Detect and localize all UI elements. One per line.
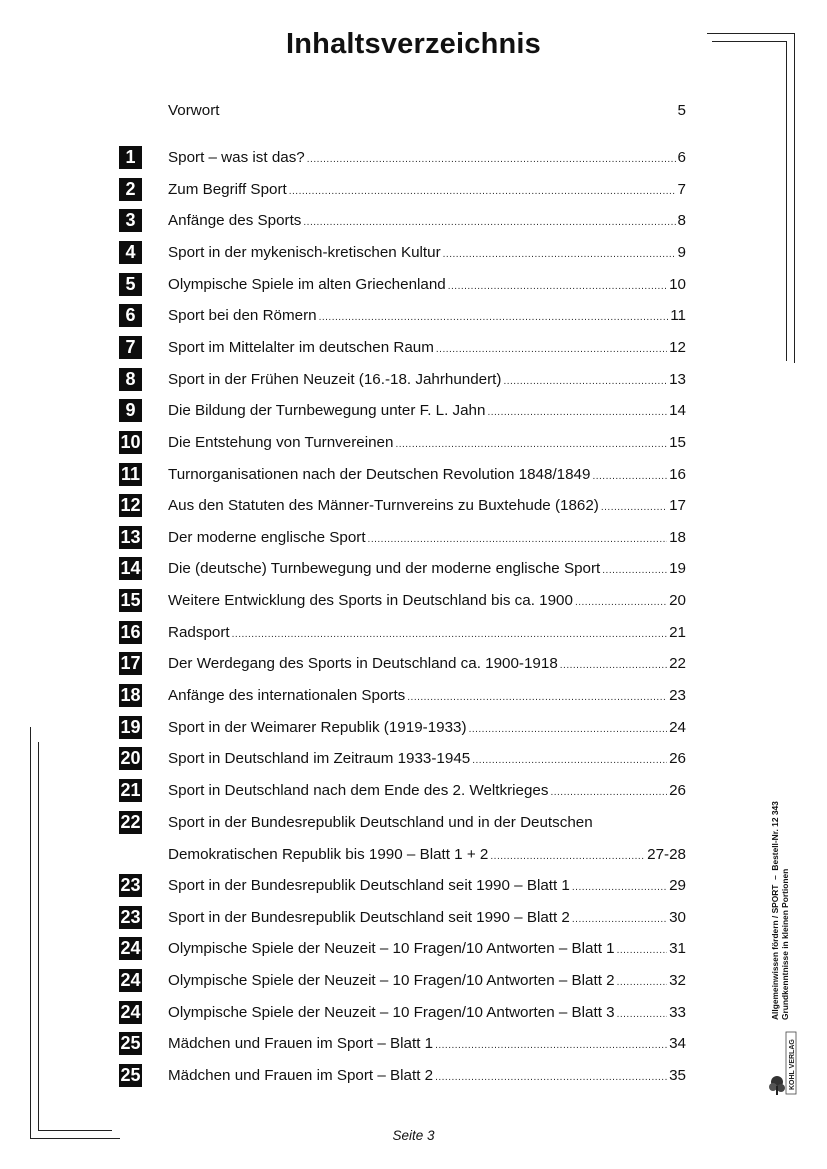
chapter-number-badge: 2: [119, 178, 142, 201]
series-sidebar-text: [770, 730, 790, 1020]
toc-row: [0, 1064, 827, 1090]
toc-entry: [168, 146, 686, 170]
toc-entry-page: 16: [669, 466, 686, 483]
toc-entry-page: 24: [669, 719, 686, 736]
chapter-number-badge: 25: [120, 1033, 141, 1053]
toc-entry-page: 13: [669, 371, 686, 388]
toc-row: [0, 399, 827, 425]
leader-dots: [448, 275, 667, 299]
toc-entry: [168, 716, 686, 740]
leader-dots: [368, 528, 668, 552]
toc-entry-page: 35: [669, 1067, 686, 1084]
toc-entry-title: Olympische Spiele im alten Griechenland: [168, 276, 446, 293]
toc-entry-page: 20: [669, 592, 686, 609]
toc-entry-title: Sport – was ist das?: [168, 149, 305, 166]
toc-row: [0, 526, 827, 552]
toc-entry: [168, 178, 686, 202]
toc-entry-page: 8: [677, 212, 686, 229]
toc-entry-page: 19: [669, 560, 686, 577]
toc-entry-page: 18: [669, 529, 686, 546]
toc-row: [0, 969, 827, 995]
leader-dots: [436, 338, 667, 362]
toc-entry-page: 9: [677, 244, 686, 261]
leader-dots: [443, 243, 676, 267]
leader-dots: [469, 718, 668, 742]
leader-dots: [487, 401, 667, 425]
toc-entry-page: 29: [669, 877, 686, 894]
chapter-number-badge: 24: [120, 1002, 141, 1022]
chapter-number-badge: 7: [119, 336, 142, 359]
toc-entry-page: 26: [669, 750, 686, 767]
toc-entry-page: 26: [669, 782, 686, 799]
leader-dots: [435, 1034, 667, 1058]
chapter-number-badge: 6: [119, 304, 142, 327]
chapter-number-badge: 24: [120, 970, 141, 990]
chapter-number-badge: 13: [120, 527, 141, 547]
toc-row: [0, 431, 827, 457]
toc-entry-page: 23: [669, 687, 686, 704]
leader-dots: [617, 1003, 668, 1027]
toc-entry-title: Sport in der Bundesrepublik Deutschland seit 1990 – Blatt 1: [168, 877, 570, 894]
toc-entry: [168, 874, 686, 898]
publisher-logo: [767, 1030, 801, 1096]
toc-entry: [168, 368, 686, 392]
leader-dots: [575, 591, 667, 615]
chapter-number-badge: 1: [119, 146, 142, 169]
toc-row: [0, 716, 827, 742]
toc-row: [0, 178, 827, 204]
chapter-number-badge: 25: [120, 1065, 141, 1085]
toc-entry-title: Mädchen und Frauen im Sport – Blatt 1: [168, 1035, 434, 1052]
toc-row: [0, 906, 827, 932]
toc-entry: [168, 431, 686, 455]
logo-text: KOHL VERLAG: [789, 1039, 796, 1090]
toc-row: [0, 652, 827, 678]
chapter-number-badge: 17: [120, 653, 141, 673]
toc-entry-page: 21: [669, 624, 686, 641]
toc-entry: [168, 1064, 686, 1088]
leader-dots: [601, 496, 667, 520]
chapter-number-badge: 23: [120, 875, 141, 895]
leader-dots: [503, 370, 667, 394]
toc-entry-title: Zum Begriff Sport: [168, 181, 287, 198]
toc-entry-page: 7: [677, 181, 686, 198]
toc-row: [0, 557, 827, 583]
toc-entry: [168, 906, 686, 930]
toc-entry: [168, 937, 686, 961]
toc-entry: [168, 1032, 686, 1056]
toc-row: [0, 368, 827, 394]
toc-preface-row: [0, 99, 827, 125]
chapter-number-badge: 23: [120, 907, 141, 927]
toc-entry-title: Sport in der Bundesrepublik Deutschland seit 1990 – Blatt 2: [168, 909, 570, 926]
toc-entry-title: Olympische Spiele der Neuzeit – 10 Fragen/10 Antworten – Blatt 3: [168, 1004, 615, 1021]
leader-dots: [572, 876, 667, 900]
toc-entry-page: 34: [669, 1035, 686, 1052]
toc-entry: [168, 399, 686, 423]
toc-entry-title: Sport im Mittelalter im deutschen Raum: [168, 339, 434, 356]
toc-row: [0, 589, 827, 615]
toc-entry-title: Mädchen und Frauen im Sport – Blatt 2: [168, 1067, 434, 1084]
leader-dots: [303, 211, 675, 235]
toc-entry-title: Olympische Spiele der Neuzeit – 10 Fragen/10 Antworten – Blatt 2: [168, 972, 615, 989]
toc-entry-title: Anfänge des Sports: [168, 212, 302, 229]
toc-entry-page: 33: [669, 1004, 686, 1021]
toc-entry-title: Turnorganisationen nach der Deutschen Revolution 1848/1849: [168, 466, 591, 483]
toc-entry-page: 11: [670, 307, 686, 324]
series-title: Allgemeinwissen fördern / SPORT: [770, 884, 780, 1020]
toc-entry-title-line2: Demokratischen Republik bis 1990 – Blatt 1 + 2: [168, 846, 489, 863]
toc-row: [0, 1032, 827, 1058]
toc-entry-title: Sport in Deutschland im Zeitraum 1933-1945: [168, 750, 471, 767]
page-title: Inhaltsverzeichnis: [285, 28, 542, 60]
leader-dots: [560, 654, 667, 678]
toc-row: [0, 209, 827, 235]
toc-entry-page: 27-28: [647, 846, 686, 863]
leader-dots: [550, 781, 667, 805]
toc-entry: [168, 273, 686, 297]
toc-entry: [168, 621, 686, 645]
toc-entry-title: Sport in der mykenisch-kretischen Kultur: [168, 244, 441, 261]
tree-logo-icon: [767, 1030, 801, 1096]
chapter-number-badge: 16: [120, 622, 141, 642]
leader-dots: [307, 148, 676, 172]
toc-entry: [168, 463, 686, 487]
toc-row: [0, 336, 827, 362]
toc-entry-page: 14: [669, 402, 686, 419]
toc-row: [0, 241, 827, 267]
leader-dots: [232, 623, 667, 647]
series-separator: –: [770, 875, 780, 880]
toc-entry: [168, 557, 686, 581]
toc-row: [0, 874, 827, 900]
toc-entry-page: 31: [669, 940, 686, 957]
toc-entry: [168, 99, 686, 123]
chapter-number-badge: 9: [119, 399, 142, 422]
toc-row: [0, 937, 827, 963]
toc-entry-title: Sport in der Frühen Neuzeit (16.-18. Jahrhundert): [168, 371, 502, 388]
page-footer: Seite 3: [392, 1128, 435, 1143]
toc-entry: [168, 209, 686, 233]
toc-entry-page: 17: [669, 497, 686, 514]
leader-dots: [572, 908, 667, 932]
toc-entry-page: 30: [669, 909, 686, 926]
toc-row: [0, 1001, 827, 1027]
toc-entry-title: Radsport: [168, 624, 230, 641]
toc-row: [0, 494, 827, 520]
chapter-number-badge: 20: [120, 748, 141, 768]
leader-dots: [435, 1066, 667, 1090]
toc-entry-title: Aus den Statuten des Männer-Turnvereins zu Buxtehude (1862): [168, 497, 599, 514]
toc-entry-title: Sport in der Bundesrepublik Deutschland und in der Deutschen: [168, 814, 593, 831]
toc-entry-page: 5: [677, 102, 686, 119]
toc-entry: [168, 1001, 686, 1025]
toc-entry-title: Vorwort: [168, 102, 220, 119]
series-subtitle: Grundkenntnisse in kleinen Portionen: [780, 868, 790, 1020]
toc-entry-title: Der moderne englische Sport: [168, 529, 366, 546]
series-sidebar: [770, 730, 810, 1020]
leader-dots: [472, 749, 667, 773]
leader-dots: [602, 559, 667, 583]
toc-entry-title: Olympische Spiele der Neuzeit – 10 Fragen/10 Antworten – Blatt 1: [168, 940, 615, 957]
leader-dots: [289, 180, 676, 204]
toc-row: [0, 304, 827, 330]
toc-entry-page: 10: [669, 276, 686, 293]
chapter-number-badge: 12: [120, 495, 141, 515]
chapter-number-badge: 10: [120, 432, 141, 452]
toc-entry: [168, 652, 686, 676]
chapter-number-badge: 4: [119, 241, 142, 264]
chapter-number-badge: 3: [119, 209, 142, 232]
chapter-number-badge: 22: [120, 812, 141, 832]
leader-dots: [617, 971, 668, 995]
chapter-number-badge: 8: [119, 368, 142, 391]
toc-entry-page: 12: [669, 339, 686, 356]
toc-entry: [168, 969, 686, 993]
toc-entry: [168, 241, 686, 265]
toc-entry: [168, 747, 686, 771]
toc-row: [0, 684, 827, 710]
toc-entry-page: 32: [669, 972, 686, 989]
toc-entry-title: Weitere Entwicklung des Sports in Deutschland bis ca. 1900: [168, 592, 573, 609]
toc-entry-page: 15: [669, 434, 686, 451]
toc-entry-title: Sport in der Weimarer Republik (1919-1933): [168, 719, 467, 736]
order-number: Bestell-Nr. 12 343: [770, 801, 780, 871]
toc-entry-page: 6: [677, 149, 686, 166]
toc-entry-continuation: [168, 843, 686, 867]
toc-row: [0, 779, 827, 805]
leader-dots: [395, 433, 667, 457]
chapter-number-badge: 24: [120, 938, 141, 958]
toc-row: [0, 273, 827, 299]
chapter-number-badge: 19: [120, 717, 141, 737]
toc-entry: [168, 779, 686, 803]
chapter-number-badge: 5: [119, 273, 142, 296]
toc-entry: [168, 336, 686, 360]
chapter-number-badge: 18: [120, 685, 141, 705]
toc-entry: [168, 684, 686, 708]
toc-entry: [168, 811, 686, 835]
toc-entry-title: Sport bei den Römern: [168, 307, 317, 324]
toc-entry: [168, 589, 686, 613]
leader-dots: [407, 686, 667, 710]
leader-dots: [617, 939, 668, 963]
toc-row: [0, 621, 827, 647]
toc-row: [0, 747, 827, 773]
toc-entry-page: 22: [669, 655, 686, 672]
toc-entry: [168, 494, 686, 518]
toc-entry: [168, 304, 686, 328]
toc-row: [0, 146, 827, 172]
toc-entry-title: Anfänge des internationalen Sports: [168, 687, 406, 704]
chapter-number-badge: 11: [120, 464, 141, 484]
toc-entry-title: Sport in Deutschland nach dem Ende des 2. Weltkrieges: [168, 782, 549, 799]
toc-entry-title: Die Entstehung von Turnvereinen: [168, 434, 394, 451]
toc-entry: [168, 526, 686, 550]
toc-entry-title: Die Bildung der Turnbewegung unter F. L. Jahn: [168, 402, 486, 419]
leader-dots: [319, 306, 669, 330]
toc-entry-title: Der Werdegang des Sports in Deutschland ca. 1900-1918: [168, 655, 558, 672]
toc-row: [0, 463, 827, 489]
leader-dots: [592, 465, 667, 489]
toc-entry-title: Die (deutsche) Turnbewegung und der moderne englische Sport: [168, 560, 601, 577]
chapter-number-badge: 15: [120, 590, 141, 610]
leader-dots: [490, 845, 645, 869]
chapter-number-badge: 14: [120, 558, 141, 578]
chapter-number-badge: 21: [120, 780, 141, 800]
